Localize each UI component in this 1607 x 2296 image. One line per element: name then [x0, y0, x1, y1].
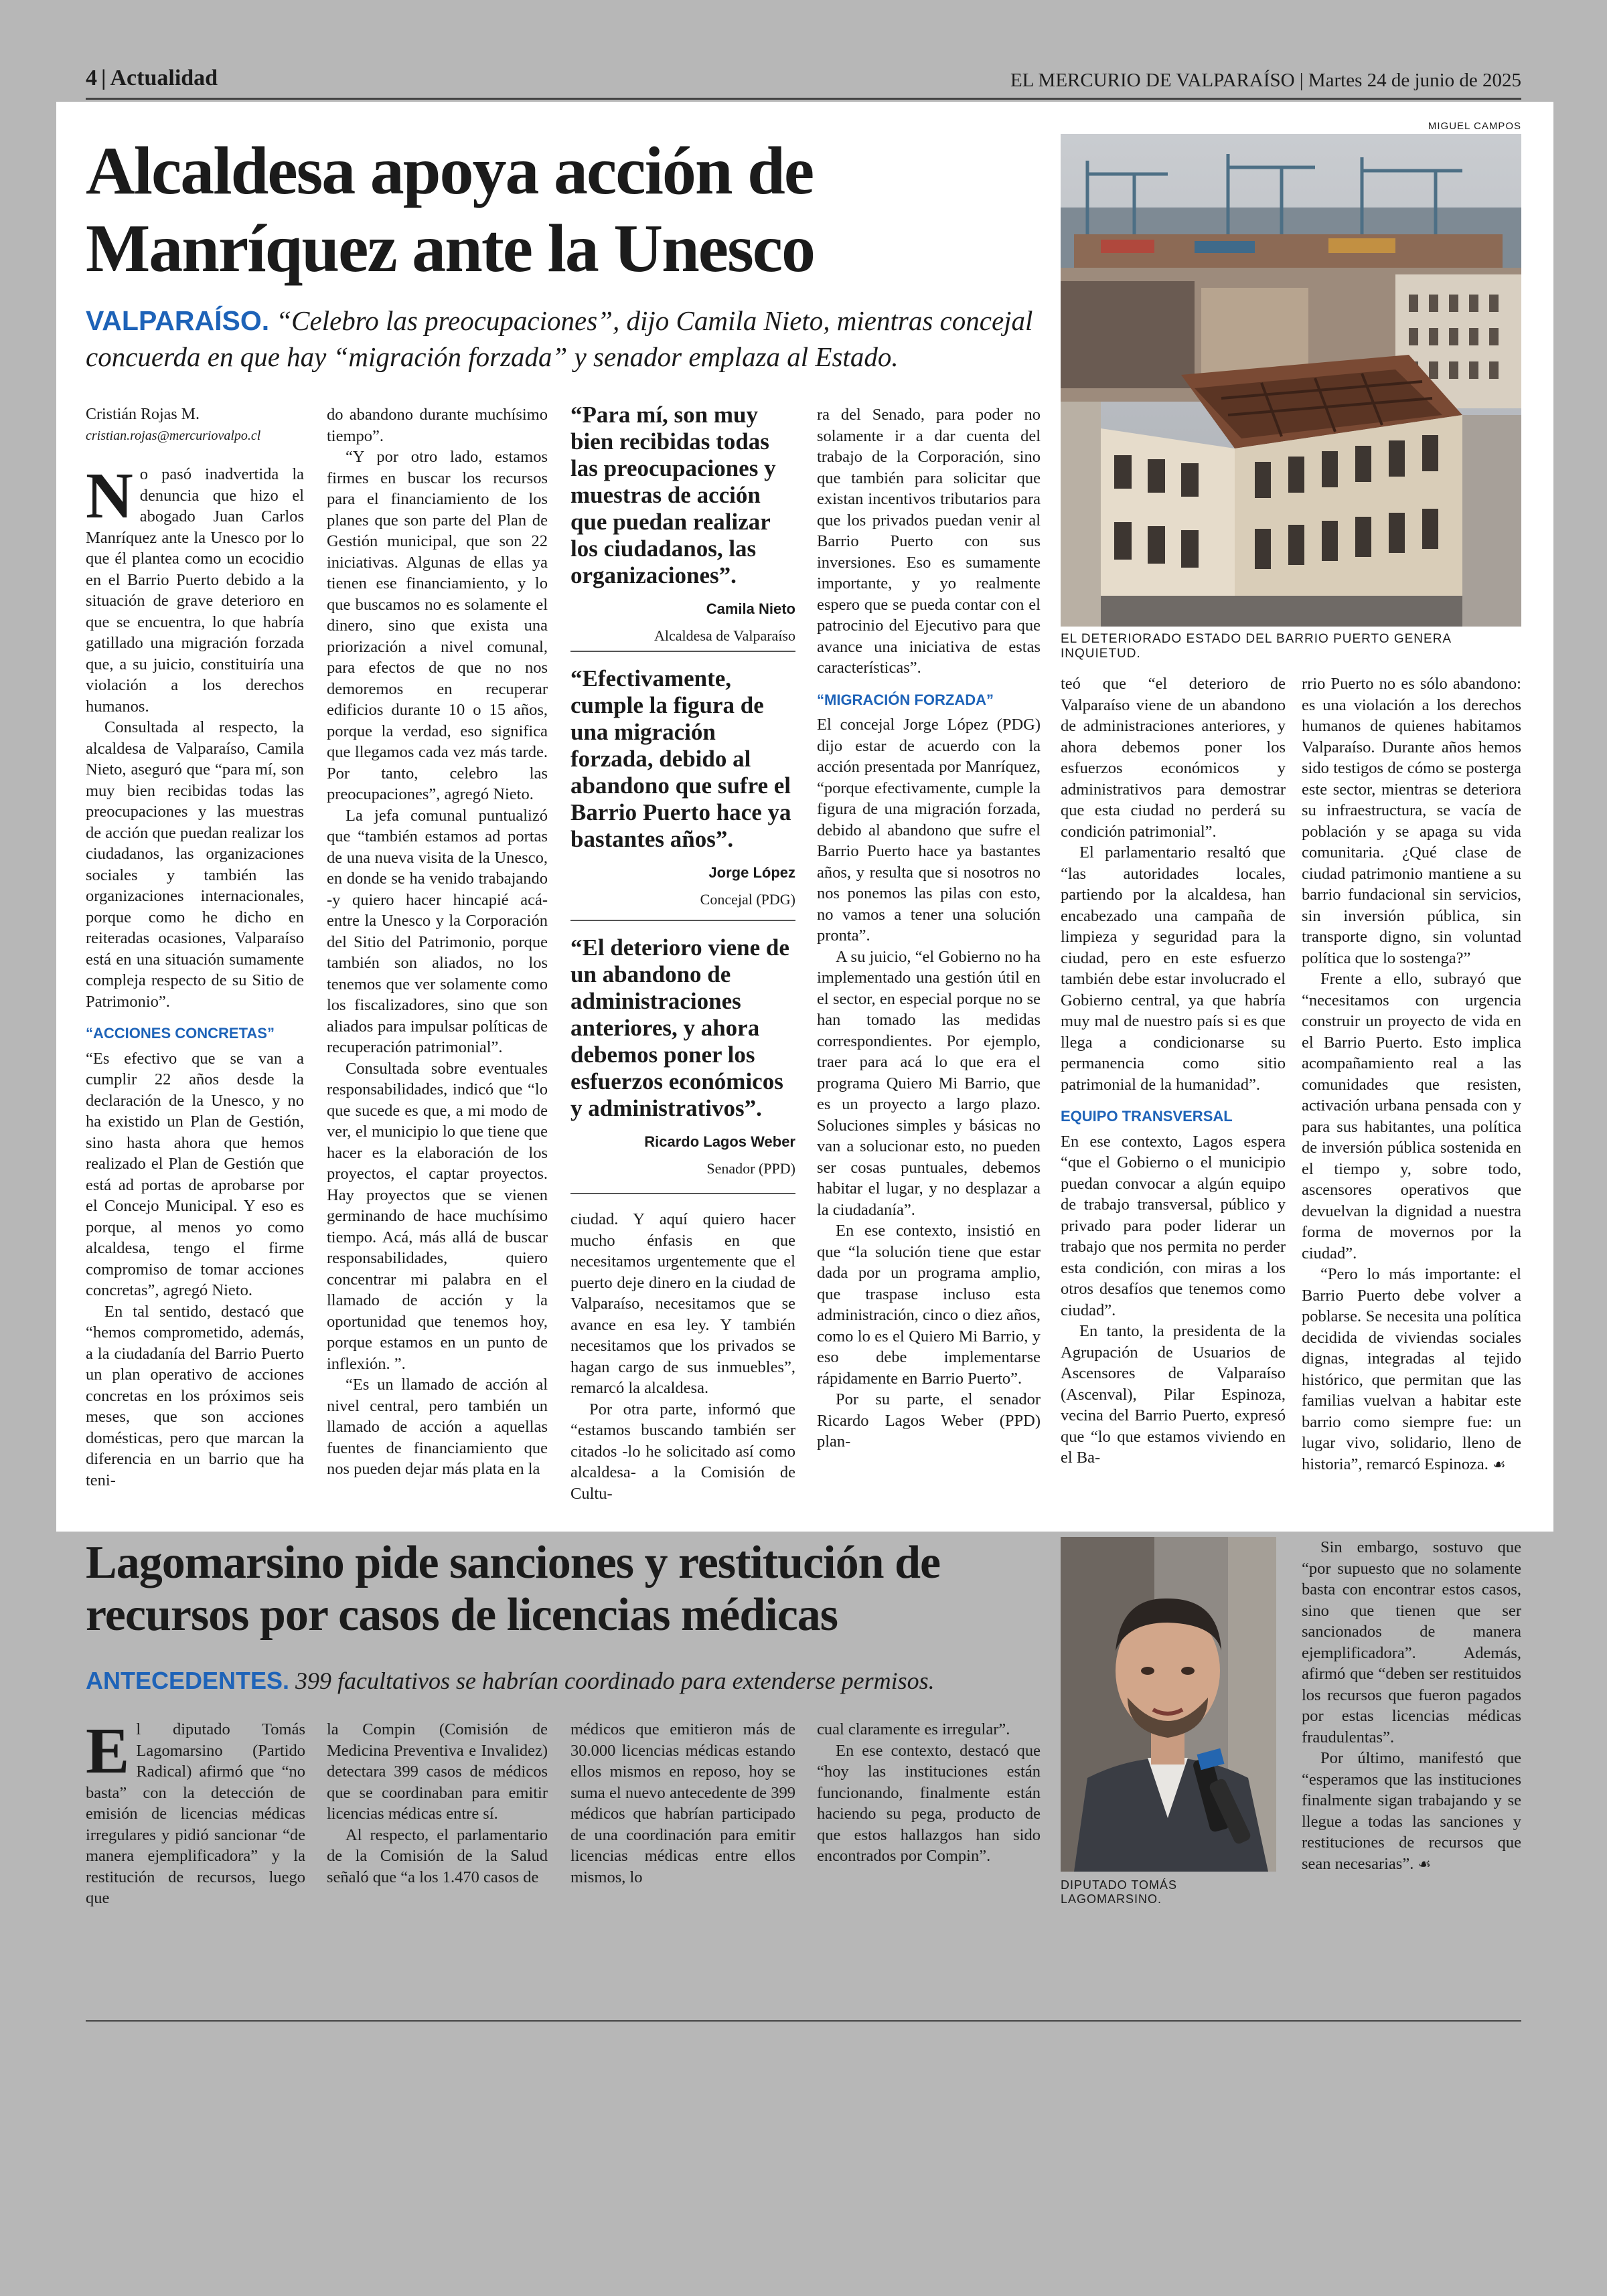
paragraph: En tal sentido, destacó que “hemos comprometido, además, a la ciudadanía del Barrio Puerto un plan operativo de acciones concretas en los próximos seis meses, que son acciones domésticas, pero que marcan la diferencia en un barrio que ha teni- [86, 1302, 304, 1489]
paragraph: Por su parte, el senador Ricardo Lagos Weber (PPD) plan- [817, 1390, 1041, 1451]
publication-name: EL MERCURIO DE VALPARAÍSO [1010, 70, 1295, 91]
pull-quote-name: Ricardo Lagos Weber [644, 1133, 795, 1150]
article1-lead [86, 303, 1037, 375]
photo-caption: DIPUTADO TOMÁS LAGOMARSINO. [1061, 1878, 1178, 1906]
article2-lead [86, 1665, 1063, 1696]
paragraph: Consultada sobre eventuales responsabilidades, indicó que “lo que sucede es que, a mi modo de ver, el municipio lo que tiene que hacer es la elaboración de los proyectos, el captar proyectos. Hay proyectos que se vienen germinando de hace muchísimo tiempo. Acá, más allá de buscar responsabilidades, quiero concentrar mi palabra en el llamado de acción y la oportunidad que tenemos hoy, porque estamos en un punto de inflexión. ”. [327, 1059, 548, 1373]
photo-caption: EL DETERIORADO ESTADO DEL BARRIO PUERTO GENERA INQUIETUD. [1061, 632, 1452, 661]
paragraph: Consultada al respecto, la alcaldesa de Valparaíso, Camila Nieto, aseguró que “para mí, son muy bien recibidas todas las preocupaciones y las muestras de acción que puedan realizar los ciudadanos, las organizaciones sociales y también las organizaciones internacionales, porque como he dicho en reiteradas ocasiones, Valparaíso está en una situación sumamente compleja respecto de su Sitio de Patrimonio”. [86, 718, 304, 1011]
subhead: “ACCIONES CONCRETAS” [86, 1025, 275, 1042]
masthead-line: EL MERCURIO DE VALPARAÍSO | Martes 24 de junio de 2025 [1010, 70, 1521, 91]
paragraph: “Es efectivo que se van a cumplir 22 años desde la declaración de la Unesco, y no ha existido un Plan de Gestión, sino hasta ahora que hemos realizado el Plan de Gestión que está ad portas de aprobarse por el Concejo Municipal. Y eso es porque, al menos yo como alcaldesa, tengo el firme compromiso de tomar acciones concretas”, agregó Nieto. [86, 1049, 304, 1299]
header-rule [86, 98, 1521, 100]
paragraph: do abandono durante muchísimo tiempo”. [327, 406, 548, 445]
article2-column-1 [86, 1715, 305, 1909]
pull-quote-name: Jorge López [708, 864, 795, 881]
pull-quote-text: “Efectivamente, cumple la figura de una migración forzada, debido al abandono que sufre el Barrio Puerto hace ya bastantes años”. [570, 665, 791, 852]
paragraph: “Es un llamado de acción al nivel central, pero también un llamado de acción a aquellas fuentes de financiamiento que nos pueden dejar más plata en la [327, 1376, 548, 1478]
paragraph: cual claramente es irregular”. [817, 1720, 1010, 1738]
end-mark-icon: ☙ [1418, 1855, 1432, 1872]
barrio-puerto-illustration [1061, 134, 1521, 627]
article1-headline: Alcaldesa apoya acción de Manríquez ante la Unesco [86, 133, 815, 286]
pull-quote-text: “El deterioro viene de un abandono de administraciones anteriores, y ahora debemos poner los esfuerzos económicos y administrativos”. [570, 934, 789, 1121]
drop-cap: N [86, 460, 133, 532]
paragraph: En ese contexto, Lagos espera “que el Gobierno o el municipio puedan convocar a algún equipo de trabajo transversal, público y privado para poder liderar un trabajo que nos permita no perder esta condición, con miras a los otros desafíos que tenemos como ciudad”. [1061, 1132, 1286, 1319]
paragraph: “Pero lo más importante: el Barrio Puerto debe volver a poblarse. Se necesita una política decidida de viviendas sociales dignas, integradas al tejido histórico, que permitan que las familias vuelvan a habitar este barrio como siempre fue: un lugar vivo, solidario, lleno de historia”, remarcó Espinoza. ☙ [1302, 1265, 1521, 1473]
drop-cap: E [86, 1715, 130, 1787]
paragraph: A su juicio, “el Gobierno no ha implementado una gestión útil en el sector, en especial porque no se han tomado las medidas correspondientes. Por ejemplo, traer para acá lo que era el programa Quiero Mi Barrio, que es un proyecto a largo plazo. Soluciones simples y básicas no van a solucionar esto, no pueden ser cosas puntuales, debemos habitar el lugar, y no desplazar a la ciudadanía”. [817, 947, 1041, 1219]
article1-column-5 [1061, 673, 1286, 1469]
paragraph: El diputado Tomás Lagomarsino (Partido Radical) afirmó que “no basta” con la detección de emisión de licencias médicas irregulares y pidió sancionar “de manera ejemplificadora” y la restitución de recursos, luego que [86, 1715, 305, 1907]
photo-credit: MIGUEL CAMPOS [1428, 120, 1521, 132]
paragraph: ra del Senado, para poder no solamente ir a dar cuenta del trabajo de la Corporación, sino que también para solicitar que existan incentivos tributarios para que los privados puedan venir al Barrio Puerto con sus inversiones. Eso es sumamente importante, y yo realmente espero que se pueda contar con el patrocinio del Ejecutivo para que avance una iniciativa de estas características”. [817, 406, 1041, 677]
page-number: 4 [86, 66, 97, 90]
article2-column-4 [817, 1719, 1041, 1867]
article2-kicker: ANTECEDENTES. [86, 1667, 290, 1694]
article2-column-2 [327, 1719, 548, 1888]
paragraph: “Y por otro lado, estamos firmes en buscar los recursos para el financiamiento de los planes que son parte del Plan de Gestión municipal, que son 22 iniciativas. Algunas de ellas ya tienen ese financiamiento, y lo que buscamos no es solamente el dinero, sino que exista una priorización a nivel comunal, para efectos de que no nos demoremos en recuperar edificios durante 10 o 15 años, porque la verdad, eso significa que llegamos cada vez más tarde. Por tanto, celebro las preocupaciones”, agregó Nieto. [327, 448, 548, 803]
paragraph: El concejal Jorge López (PDG) dijo estar de acuerdo con la acción presentada por Manríquez, “porque efectivamente, cumple la figura de una migración forzada, debido al abandono que sufre el Barrio Puerto hace ya bastantes años, y resulta que si nosotros no nos ponemos las pilas con esto, no vamos a tener una solución pronta”. [817, 716, 1041, 945]
subhead: “MIGRACIÓN FORZADA” [817, 691, 994, 708]
pull-quote-lopez [570, 665, 795, 913]
paragraph: Frente a ello, subrayó que “necesitamos con urgencia construir un proyecto de vida en el Barrio Puerto. Esto implica acompañamiento real a las comunidades que resisten, activación urbana pensada con y para sus habitantes, una política de inversión pública sostenida en el tiempo y, sobre todo, ascensores operativos que devuelvan la dignidad a nuestra forma de movernos por la ciudad”. [1302, 970, 1521, 1262]
article1-kicker: VALPARAÍSO. [86, 305, 270, 336]
section-name: Actualidad [110, 66, 218, 90]
paragraph: En ese contexto, insistió en que “la solución tiene que estar dada por un programa amplio, que traspase incluso esta administración, cinco o diez años, como lo es el Quiero Mi Barrio, y eso debe implementarse rápidamente en Barrio Puerto”. [817, 1222, 1041, 1388]
paragraph: Por otra parte, informó que “estamos buscando también ser citados -lo he solicitado así como alcaldesa- a la Comisión de Cultu- [570, 1400, 795, 1503]
paragraph: Sin embargo, sostuvo que “por supuesto que no solamente basta con encontrar estos casos, sino que tienen que ser sancionados de manera ejemplificadora”. Además, afirmó que “deben ser restituidos los recursos que fueron pagados por estas licencias médicas fraudulentas”. [1302, 1538, 1521, 1746]
pull-quote-nieto [570, 402, 795, 649]
paragraph: El parlamentario resaltó que “las autoridades locales, partiendo por la alcaldesa, han encabezado una campaña de limpieza y seguridad para la ciudad, pero en este esfuerzo también debe estar involucrado el Gobierno central, ya que habría muy mal de nuestro país si es que llega a condicionarse su permanencia como sitio patrimonial de la humanidad”. [1061, 843, 1286, 1094]
byline: Cristián Rojas M. [86, 406, 200, 423]
pull-quote-text: “Para mí, son muy bien recibidas todas las preocupaciones y muestras de acción que puedan realizar los ciudadanos, las organizaciones”. [570, 402, 776, 588]
paragraph: En tanto, la presidenta de la Agrupación de Usuarios de Ascensores de Valparaíso (Ascenval), Pilar Espinoza, vecina del Barrio Puerto, expresó que “lo que estamos viviendo en el Ba- [1061, 1322, 1286, 1467]
end-mark-icon: ☙ [1493, 1455, 1506, 1473]
portrait-illustration [1061, 1537, 1276, 1872]
lagomarsino-photo [1061, 1537, 1276, 1896]
article1-column-4 [817, 404, 1041, 1453]
article2-lead-text: 399 facultativos se habrían coordinado para extenderse permisos. [289, 1667, 935, 1694]
page-section-label: 4 | Actualidad [86, 66, 218, 90]
pull-quote-role: Alcaldesa de Valparaíso [654, 627, 795, 644]
paragraph: rrio Puerto no es sólo abandono: es una violación a los derechos humanos de quienes habitamos Valparaíso. Durante años hemos sido testigos de cómo se posterga este sector, mientras se deteriora su infraestructura, se vacía de población y se apaga su vida comunitaria. ¿Qué clase de ciudad patrimonio mantiene a su barrio fundacional sin servicios, sin inversión pública, sin transporte digno, sin voluntad política que lo sostenga?” [1302, 675, 1521, 967]
paragraph: En ese contexto, destacó que “hoy las instituciones están funcionando, finalmente están haciendo su pega, producto de que estos hallazgos han sido encontrados por Compin”. [817, 1741, 1041, 1865]
paragraph: ciudad. Y aquí quiero hacer mucho énfasis en que necesitamos urgentemente que el puerto deje dinero en la ciudad de Valparaíso, necesitamos que se avance en esa ley. Y también necesitamos que los privados se hagan cargo de sus inmuebles”, remarcó la alcaldesa. [570, 1210, 795, 1397]
paragraph: No pasó inadvertida la denuncia que hizo el abogado Juan Carlos Manríquez ante la Unesco por lo que él plantea como un ecocidio en el Barrio Puerto debido a la situación de grave deterioro en que se encuentra, lo que habría gatillado una migración forzada que, a su juicio, constituiría una violación a los derechos humanos. [86, 460, 304, 716]
article1-column-6 [1302, 673, 1521, 1475]
paragraph: la Compin (Comisión de Medicina Preventiva e Invalidez) detectara 399 casos de médicos que se coordinaban para emitir licencias médicas entre sí. [327, 1720, 548, 1823]
pull-quote-role: Senador (PPD) [706, 1160, 795, 1177]
pull-quote-role: Concejal (PDG) [700, 891, 795, 908]
article2-headline: Lagomarsino pide sanciones y restitución de recursos por casos de licencias médicas [86, 1537, 941, 1641]
barrio-puerto-photo [1061, 134, 1521, 627]
subhead: EQUIPO TRANSVERSAL [1061, 1108, 1233, 1125]
paragraph: Por último, manifestó que “esperamos que las instituciones finalmente sigan trabajando y se llegue a todas las sanciones y restituciones de recursos que sean necesarias”. ☙ [1302, 1749, 1521, 1873]
paragraph: teó que “el deterioro de Valparaíso viene de un abandono de administraciones anteriores, y ahora debemos poner los esfuerzos económicos y administrativos para demostrar que esta ciudad no perderá su condición patrimonial”. [1061, 675, 1286, 841]
pull-quote-name: Camila Nieto [706, 600, 795, 617]
quote-divider [570, 920, 795, 921]
paragraph: Al respecto, el parlamentario de la Comisión de la Salud señaló que “a los 1.470 casos de [327, 1825, 548, 1886]
quote-divider [570, 1193, 795, 1194]
footer-rule [86, 2020, 1521, 2022]
paragraph: La jefa comunal puntualizó que “también estamos ad portas de una nueva visita de la Unesco, en donde se ha venido trabajando -y quiero hacer hincapié acá- entre la Unesco y la Corporación del Sitio del Patrimonio, porque también son aliados, no los tenemos que ver solamente como los fiscalizadores, sino que son aliados para impulsar políticas de recuperación patrimonial”. [327, 806, 548, 1056]
pull-quote-lagos [570, 934, 795, 1182]
article1-lead-text: “Celebro las preocupaciones”, dijo Camila Nieto, mientras concejal concuerda en que hay “migración forzada” y senador emplaza al Estado. [86, 305, 1033, 372]
quote-divider [570, 651, 795, 652]
article1-column-1 [86, 404, 304, 1491]
issue-date: Martes 24 de junio de 2025 [1308, 70, 1521, 91]
article2-column-6 [1302, 1537, 1521, 1874]
byline-email: cristian.rojas@mercuriovalpo.cl [86, 428, 261, 443]
article1-column-3 [570, 1209, 795, 1504]
article1-column-2 [327, 404, 548, 1480]
article2-column-3 [570, 1719, 795, 1888]
paragraph: médicos que emitieron más de 30.000 licencias médicas estando ellos mismos en reposo, hoy se suma el nuevo antecedente de 399 médicos que habrían participado de una coordinación para emitir licencias médicas entre ellos mismos, lo [570, 1720, 795, 1886]
